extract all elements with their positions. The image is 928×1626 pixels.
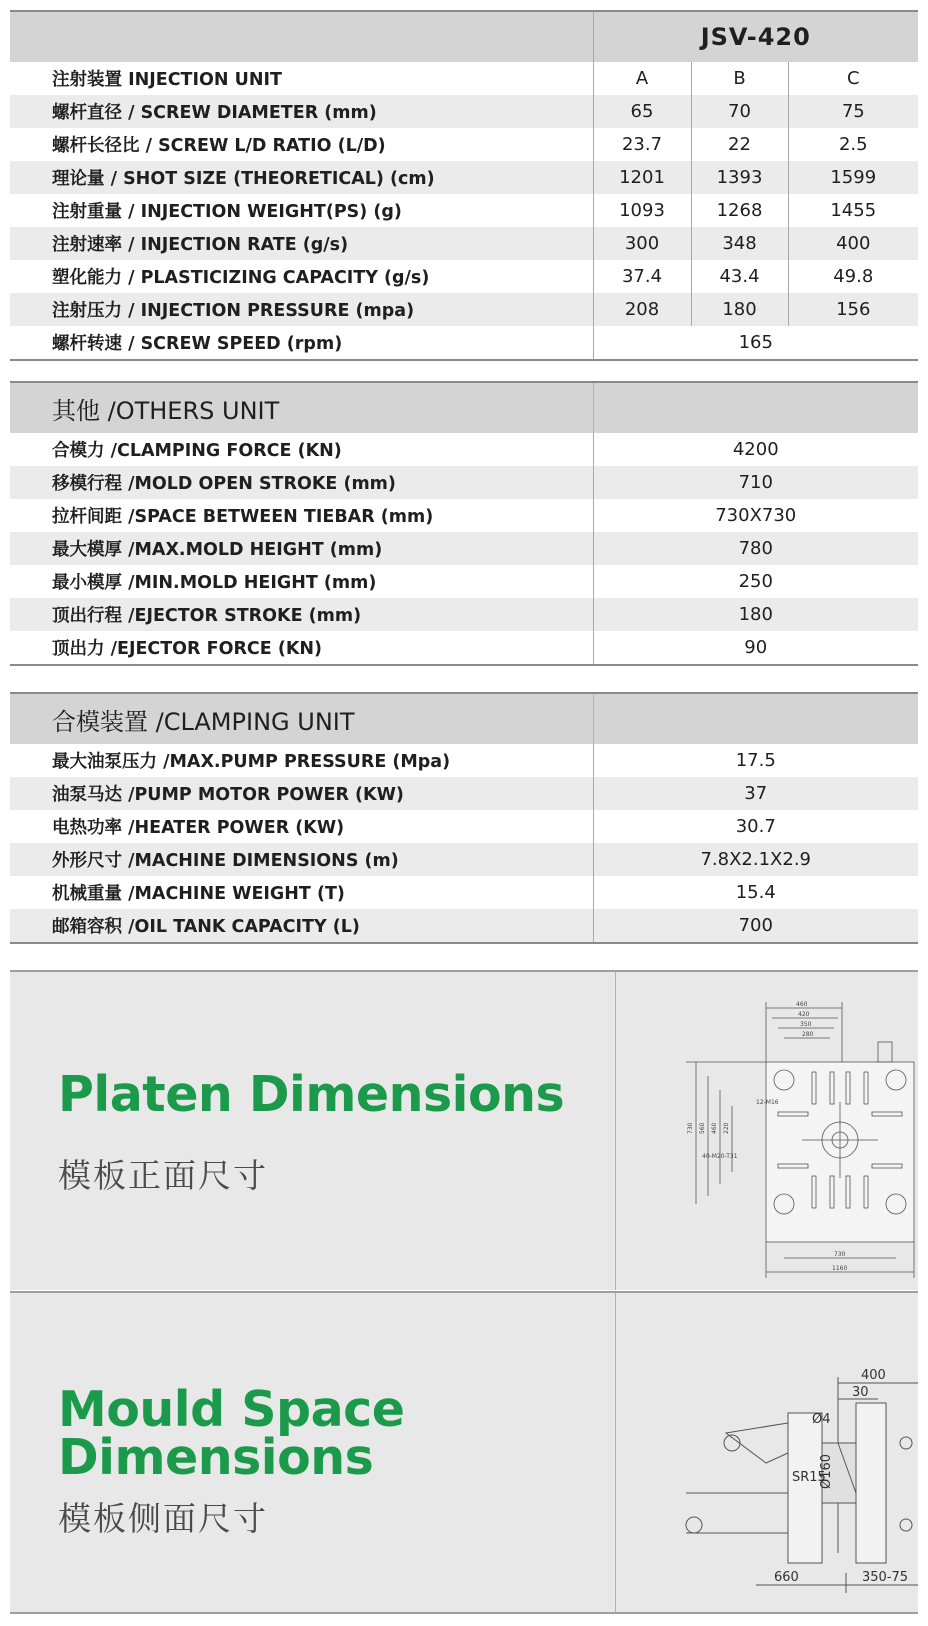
table-row xyxy=(10,810,918,843)
row-label: 顶出行程 /EJECTOR STROKE (mm) xyxy=(10,598,593,631)
platen-subtitle: 模板正面尺寸 xyxy=(58,1156,268,1195)
value-c: 1455 xyxy=(788,194,918,227)
clamping-unit-table xyxy=(10,694,918,944)
table-row xyxy=(10,433,918,466)
column-c-label: C xyxy=(788,62,918,95)
row-value: 30.7 xyxy=(593,810,918,843)
mould-title-line1: Mould Space xyxy=(58,1381,405,1438)
bottom-rule xyxy=(10,1612,918,1614)
row-label: 移模行程 /MOLD OPEN STROKE (mm) xyxy=(10,466,593,499)
section-header-row xyxy=(10,694,918,744)
value-c: 75 xyxy=(788,95,918,128)
platen-dim-label: 420 xyxy=(798,1011,810,1018)
value-c: 156 xyxy=(788,293,918,326)
header-blank-cell xyxy=(593,383,918,433)
platen-title: Platen Dimensions xyxy=(58,1066,565,1123)
screw-speed-value: 165 xyxy=(593,326,918,360)
model-header-row xyxy=(10,12,918,62)
row-label: 注射压力 / INJECTION PRESSURE (mpa) xyxy=(10,293,593,326)
section-header-row xyxy=(10,383,918,433)
mould-dim-label: Ø160 xyxy=(819,1453,834,1489)
platen-dim-label: 730 xyxy=(687,1122,694,1134)
row-label: 电热功率 /HEATER POWER (KW) xyxy=(52,818,345,838)
value-b: 70 xyxy=(691,95,788,128)
mould-text-area xyxy=(10,1293,616,1612)
row-value: 90 xyxy=(593,631,918,665)
platen-dim-label: 460 xyxy=(711,1122,718,1134)
row-label: 顶出力 /EJECTOR FORCE (KN) xyxy=(10,631,593,665)
platen-dim-label: 560 xyxy=(699,1122,706,1134)
value-a: 37.4 xyxy=(593,260,691,293)
value-c: 49.8 xyxy=(788,260,918,293)
value-b: 1268 xyxy=(691,194,788,227)
row-label: 外形尺寸 /MACHINE DIMENSIONS (m) xyxy=(10,843,593,876)
mould-side-drawing xyxy=(616,1293,918,1612)
mould-dim-label: 660 xyxy=(774,1570,799,1585)
mould-title-line2: Dimensions xyxy=(58,1429,374,1486)
row-label: 螺杆直径 / SCREW DIAMETER (mm) xyxy=(10,95,593,128)
value-b: 1393 xyxy=(691,161,788,194)
row-label: 螺杆长径比 / SCREW L/D RATIO (L/D) xyxy=(52,136,386,156)
header-blank-cell xyxy=(593,694,918,744)
platen-dim-label: 280 xyxy=(802,1031,814,1038)
platen-dim-label: 220 xyxy=(723,1122,730,1134)
platen-dimensions-panel xyxy=(10,972,918,1290)
others-unit-title: 其他 /OTHERS UNIT xyxy=(10,383,593,433)
table-row xyxy=(10,62,918,95)
mould-space-panel xyxy=(10,1293,918,1612)
value-a: 65 xyxy=(593,95,691,128)
column-a-label: A xyxy=(593,62,691,95)
row-value: 37 xyxy=(593,777,918,810)
platen-drawing-area xyxy=(616,972,918,1290)
table-row xyxy=(10,909,918,943)
mould-dim-label: SR15 xyxy=(792,1470,826,1485)
table-row xyxy=(10,128,918,161)
mould-drawing-area xyxy=(616,1293,918,1612)
platen-dim-label: 460 xyxy=(796,1001,808,1008)
table-row xyxy=(10,598,918,631)
table-row xyxy=(10,227,918,260)
table-row xyxy=(10,631,918,665)
platen-dim-label: 350 xyxy=(800,1021,812,1028)
value-a: 1201 xyxy=(593,161,691,194)
column-b-label: B xyxy=(691,62,788,95)
platen-front-drawing xyxy=(616,972,918,1290)
table-row xyxy=(10,843,918,876)
row-label: 最小模厚 /MIN.MOLD HEIGHT (mm) xyxy=(52,573,377,593)
value-b: 348 xyxy=(691,227,788,260)
platen-note-label: 12-M16 xyxy=(756,1099,779,1106)
row-label: 最大油泵压力 /MAX.PUMP PRESSURE (Mpa) xyxy=(52,752,451,772)
table-row xyxy=(10,260,918,293)
row-value: 15.4 xyxy=(593,876,918,909)
header-blank-cell xyxy=(10,12,593,62)
value-b: 43.4 xyxy=(691,260,788,293)
value-a: 208 xyxy=(593,293,691,326)
table-row xyxy=(10,194,918,227)
row-value: 730X730 xyxy=(593,499,918,532)
row-label: 注射重量 / INJECTION WEIGHT(PS) (g) xyxy=(52,202,402,222)
platen-note-label: 40-M20-T31 xyxy=(702,1153,738,1160)
table-row xyxy=(10,532,918,565)
row-value: 710 xyxy=(593,466,918,499)
injection-unit-table xyxy=(10,12,918,361)
table-row xyxy=(10,293,918,326)
row-label: 油泵马达 /PUMP MOTOR POWER (KW) xyxy=(10,777,593,810)
row-label: 最大模厚 /MAX.MOLD HEIGHT (mm) xyxy=(10,532,593,565)
value-a: 300 xyxy=(593,227,691,260)
mould-dim-label: 30 xyxy=(852,1385,869,1400)
row-value: 780 xyxy=(593,532,918,565)
mould-subtitle: 模板侧面尺寸 xyxy=(58,1499,268,1538)
model-name: JSV-420 xyxy=(593,12,918,62)
platen-dim-label: 730 xyxy=(834,1251,846,1258)
injection-unit-label: 注射装置 INJECTION UNIT xyxy=(52,70,282,90)
value-c: 400 xyxy=(788,227,918,260)
value-b: 180 xyxy=(691,293,788,326)
table-row xyxy=(10,161,918,194)
mould-dim-label: Ø4 xyxy=(812,1412,831,1427)
table-row xyxy=(10,499,918,532)
table-row xyxy=(10,876,918,909)
row-value: 4200 xyxy=(593,433,918,466)
row-value: 17.5 xyxy=(593,744,918,777)
row-value: 7.8X2.1X2.9 xyxy=(593,843,918,876)
row-label: 合模力 /CLAMPING FORCE (KN) xyxy=(52,441,342,461)
row-label: 机械重量 /MACHINE WEIGHT (T) xyxy=(52,884,345,904)
table-row xyxy=(10,744,918,777)
platen-dim-label: 1160 xyxy=(832,1265,848,1272)
row-label: 注射速率 / INJECTION RATE (g/s) xyxy=(10,227,593,260)
row-label: 拉杆间距 /SPACE BETWEEN TIEBAR (mm) xyxy=(52,507,434,527)
table-row xyxy=(10,777,918,810)
mould-dim-label: 400 xyxy=(861,1368,886,1383)
clamping-unit-title: 合模装置 /CLAMPING UNIT xyxy=(10,694,593,744)
table-row xyxy=(10,95,918,128)
row-label: 理论量 / SHOT SIZE (THEORETICAL) (cm) xyxy=(10,161,593,194)
value-c: 2.5 xyxy=(788,128,918,161)
others-unit-table xyxy=(10,383,918,666)
row-value: 180 xyxy=(593,598,918,631)
row-label: 塑化能力 / PLASTICIZING CAPACITY (g/s) xyxy=(52,268,430,288)
value-a: 23.7 xyxy=(593,128,691,161)
row-value: 250 xyxy=(593,565,918,598)
mould-dim-label: 350-75 xyxy=(862,1570,909,1585)
value-b: 22 xyxy=(691,128,788,161)
table-row xyxy=(10,326,918,360)
table-row xyxy=(10,466,918,499)
row-value: 700 xyxy=(593,909,918,943)
value-a: 1093 xyxy=(593,194,691,227)
table-row xyxy=(10,565,918,598)
platen-text-area xyxy=(10,972,616,1290)
value-c: 1599 xyxy=(788,161,918,194)
row-label: 邮箱容积 /OIL TANK CAPACITY (L) xyxy=(10,909,593,943)
row-label: 螺杆转速 / SCREW SPEED (rpm) xyxy=(10,326,593,360)
